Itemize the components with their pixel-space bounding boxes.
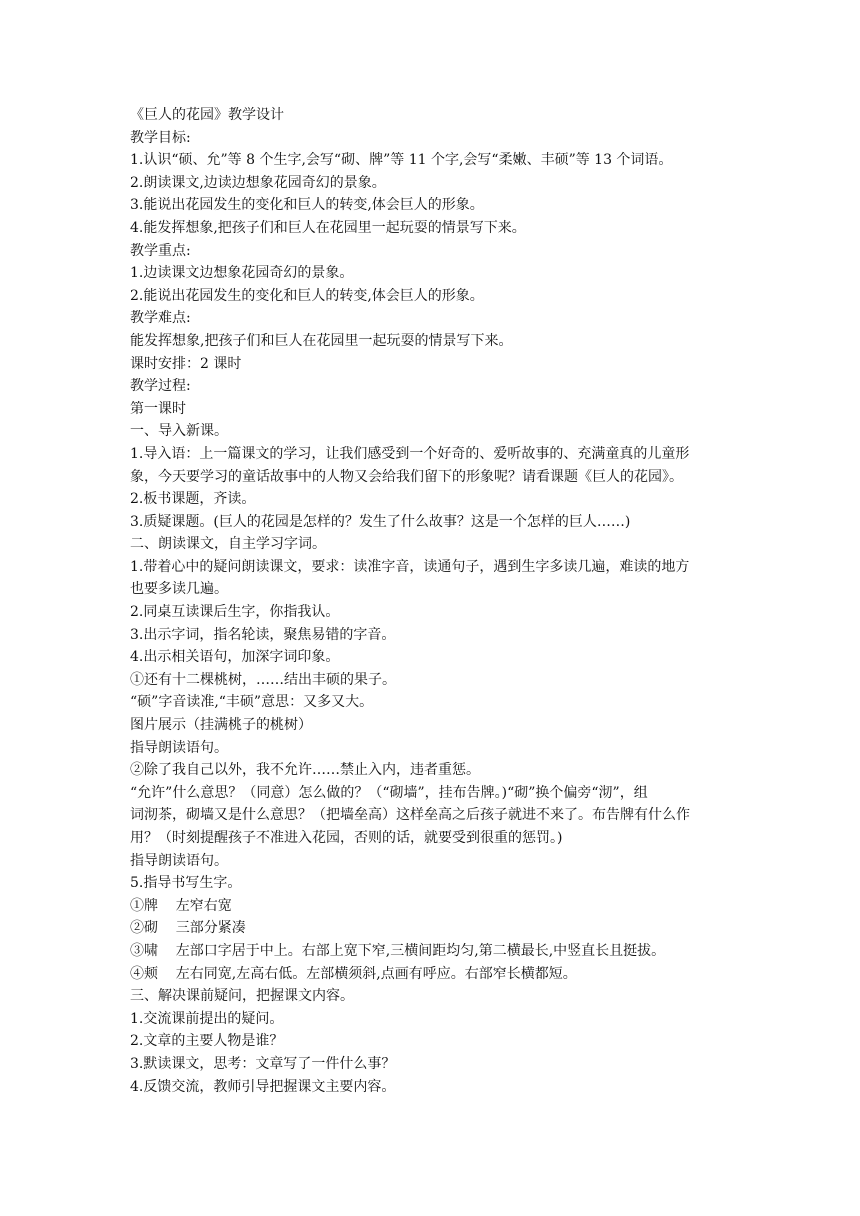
document-line: 2.文章的主要人物是谁？ (130, 1033, 284, 1050)
document-line: 2.能说出花园发生的变化和巨人的转变,体会巨人的形象。 (130, 287, 484, 304)
document-line: 1.带着心中的疑问朗读课文，要求：读准字音，读通句子，遇到生字多读几遍，难读的地方 (130, 558, 690, 575)
document-line: 三、解决课前疑问，把握课文内容。 (130, 988, 354, 1005)
document-line: “允许”什么意思？（同意）怎么做的？（“砌墙”，挂布告牌。)“砌”换个偏旁“沏”，组 (130, 784, 648, 801)
document-line: 二、朗读课文，自主学习字词。 (130, 536, 326, 553)
document-line: 象，今天要学习的童话故事中的人物又会给我们留下的形象呢？请看课题《巨人的花园》。 (130, 468, 683, 485)
document-body (130, 104, 735, 1098)
document-line: 课时安排：2 课时 (130, 355, 242, 372)
document-line: 教学过程: (130, 378, 191, 395)
document-line: 也要多读几遍。 (130, 581, 228, 598)
document-line: 3.默读课文，思考：文章写了一件什么事？ (130, 1055, 396, 1072)
document-line: 1.边读课文边想象花园奇幻的景象。 (130, 265, 354, 282)
document-title: 《巨人的花园》教学设计 (130, 107, 284, 123)
document-lines (130, 127, 735, 1099)
document-line: 2.朗读课文,边读边想象花园奇幻的景象。 (130, 174, 386, 191)
document-line: 用？（时刻提醒孩子不准进入花园，否则的话，就要受到很重的惩罚。) (130, 830, 563, 846)
document-line: 5.指导书写生字。 (130, 875, 242, 892)
document-line: 能发挥想象,把孩子们和巨人在花园里一起玩耍的情景写下来。 (130, 332, 513, 349)
document-line: 3.出示字词，指名轮读，聚焦易错的字音。 (130, 626, 396, 643)
document-line: 1.认识“硕、允”等 8 个生字,会写“砌、牌”等 11 个字,会写“柔嫩、丰硕”等 13 个词语。 (130, 152, 673, 169)
document-line: ②除了我自己以外，我不允许……禁止入内，违者重惩。 (130, 762, 480, 779)
document-line: 教学目标: (130, 129, 191, 146)
document-line: 4.反馈交流，教师引导把握课文主要内容。 (130, 1078, 396, 1095)
document-line: 2.同桌互读课后生字，你指我认。 (130, 604, 340, 621)
document-line: 4.能发挥想象,把孩子们和巨人在花园里一起玩耍的情景写下来。 (130, 219, 526, 236)
document-line: ①还有十二棵桃树，……结出丰硕的果子。 (130, 671, 396, 688)
document-line: 指导朗读语句。 (130, 739, 228, 756)
document-line: 指导朗读语句。 (130, 852, 228, 869)
document-line: ④颊 左右同宽,左高右低。左部横须斜,点画有呼应。右部窄长横都短。 (130, 965, 577, 982)
document-line: ①牌 左窄右宽 (130, 897, 232, 914)
document-line: 教学重点: (130, 242, 191, 259)
document-line: 第一课时 (130, 400, 186, 417)
document-line: “硕”字音读准,“丰硕”意思：又多又大。 (130, 694, 374, 711)
document-line: 教学难点: (130, 310, 191, 327)
document-line: 3.能说出花园发生的变化和巨人的转变,体会巨人的形象。 (130, 197, 484, 214)
document-line: 3.质疑课题。(巨人的花园是怎样的？发生了什么故事？这是一个怎样的巨人……) (130, 513, 631, 530)
document-line: 2.板书课题，齐读。 (130, 491, 256, 508)
document-line: 图片展示（挂满桃子的桃树） (130, 717, 312, 734)
document-line: 1.交流课前提出的疑问。 (130, 1010, 284, 1027)
document-line: 4.出示相关语句，加深字词印象。 (130, 649, 340, 666)
document-line: ③啸 左部口字居于中上。右部上宽下窄,三横间距均匀,第二横最长,中竖直长且挺拔。 (130, 942, 666, 959)
document-line: 词沏茶，砌墙又是什么意思？（把墙垒高）这样垒高之后孩子就进不来了。布告牌有什么作 (130, 807, 690, 824)
document-line: 一、导入新课。 (130, 423, 228, 440)
document-line: ②砌 三部分紧凑 (130, 920, 246, 937)
document-line: 1.导入语：上一篇课文的学习，让我们感受到一个好奇的、爱听故事的、充满童真的儿童形 (130, 445, 690, 462)
